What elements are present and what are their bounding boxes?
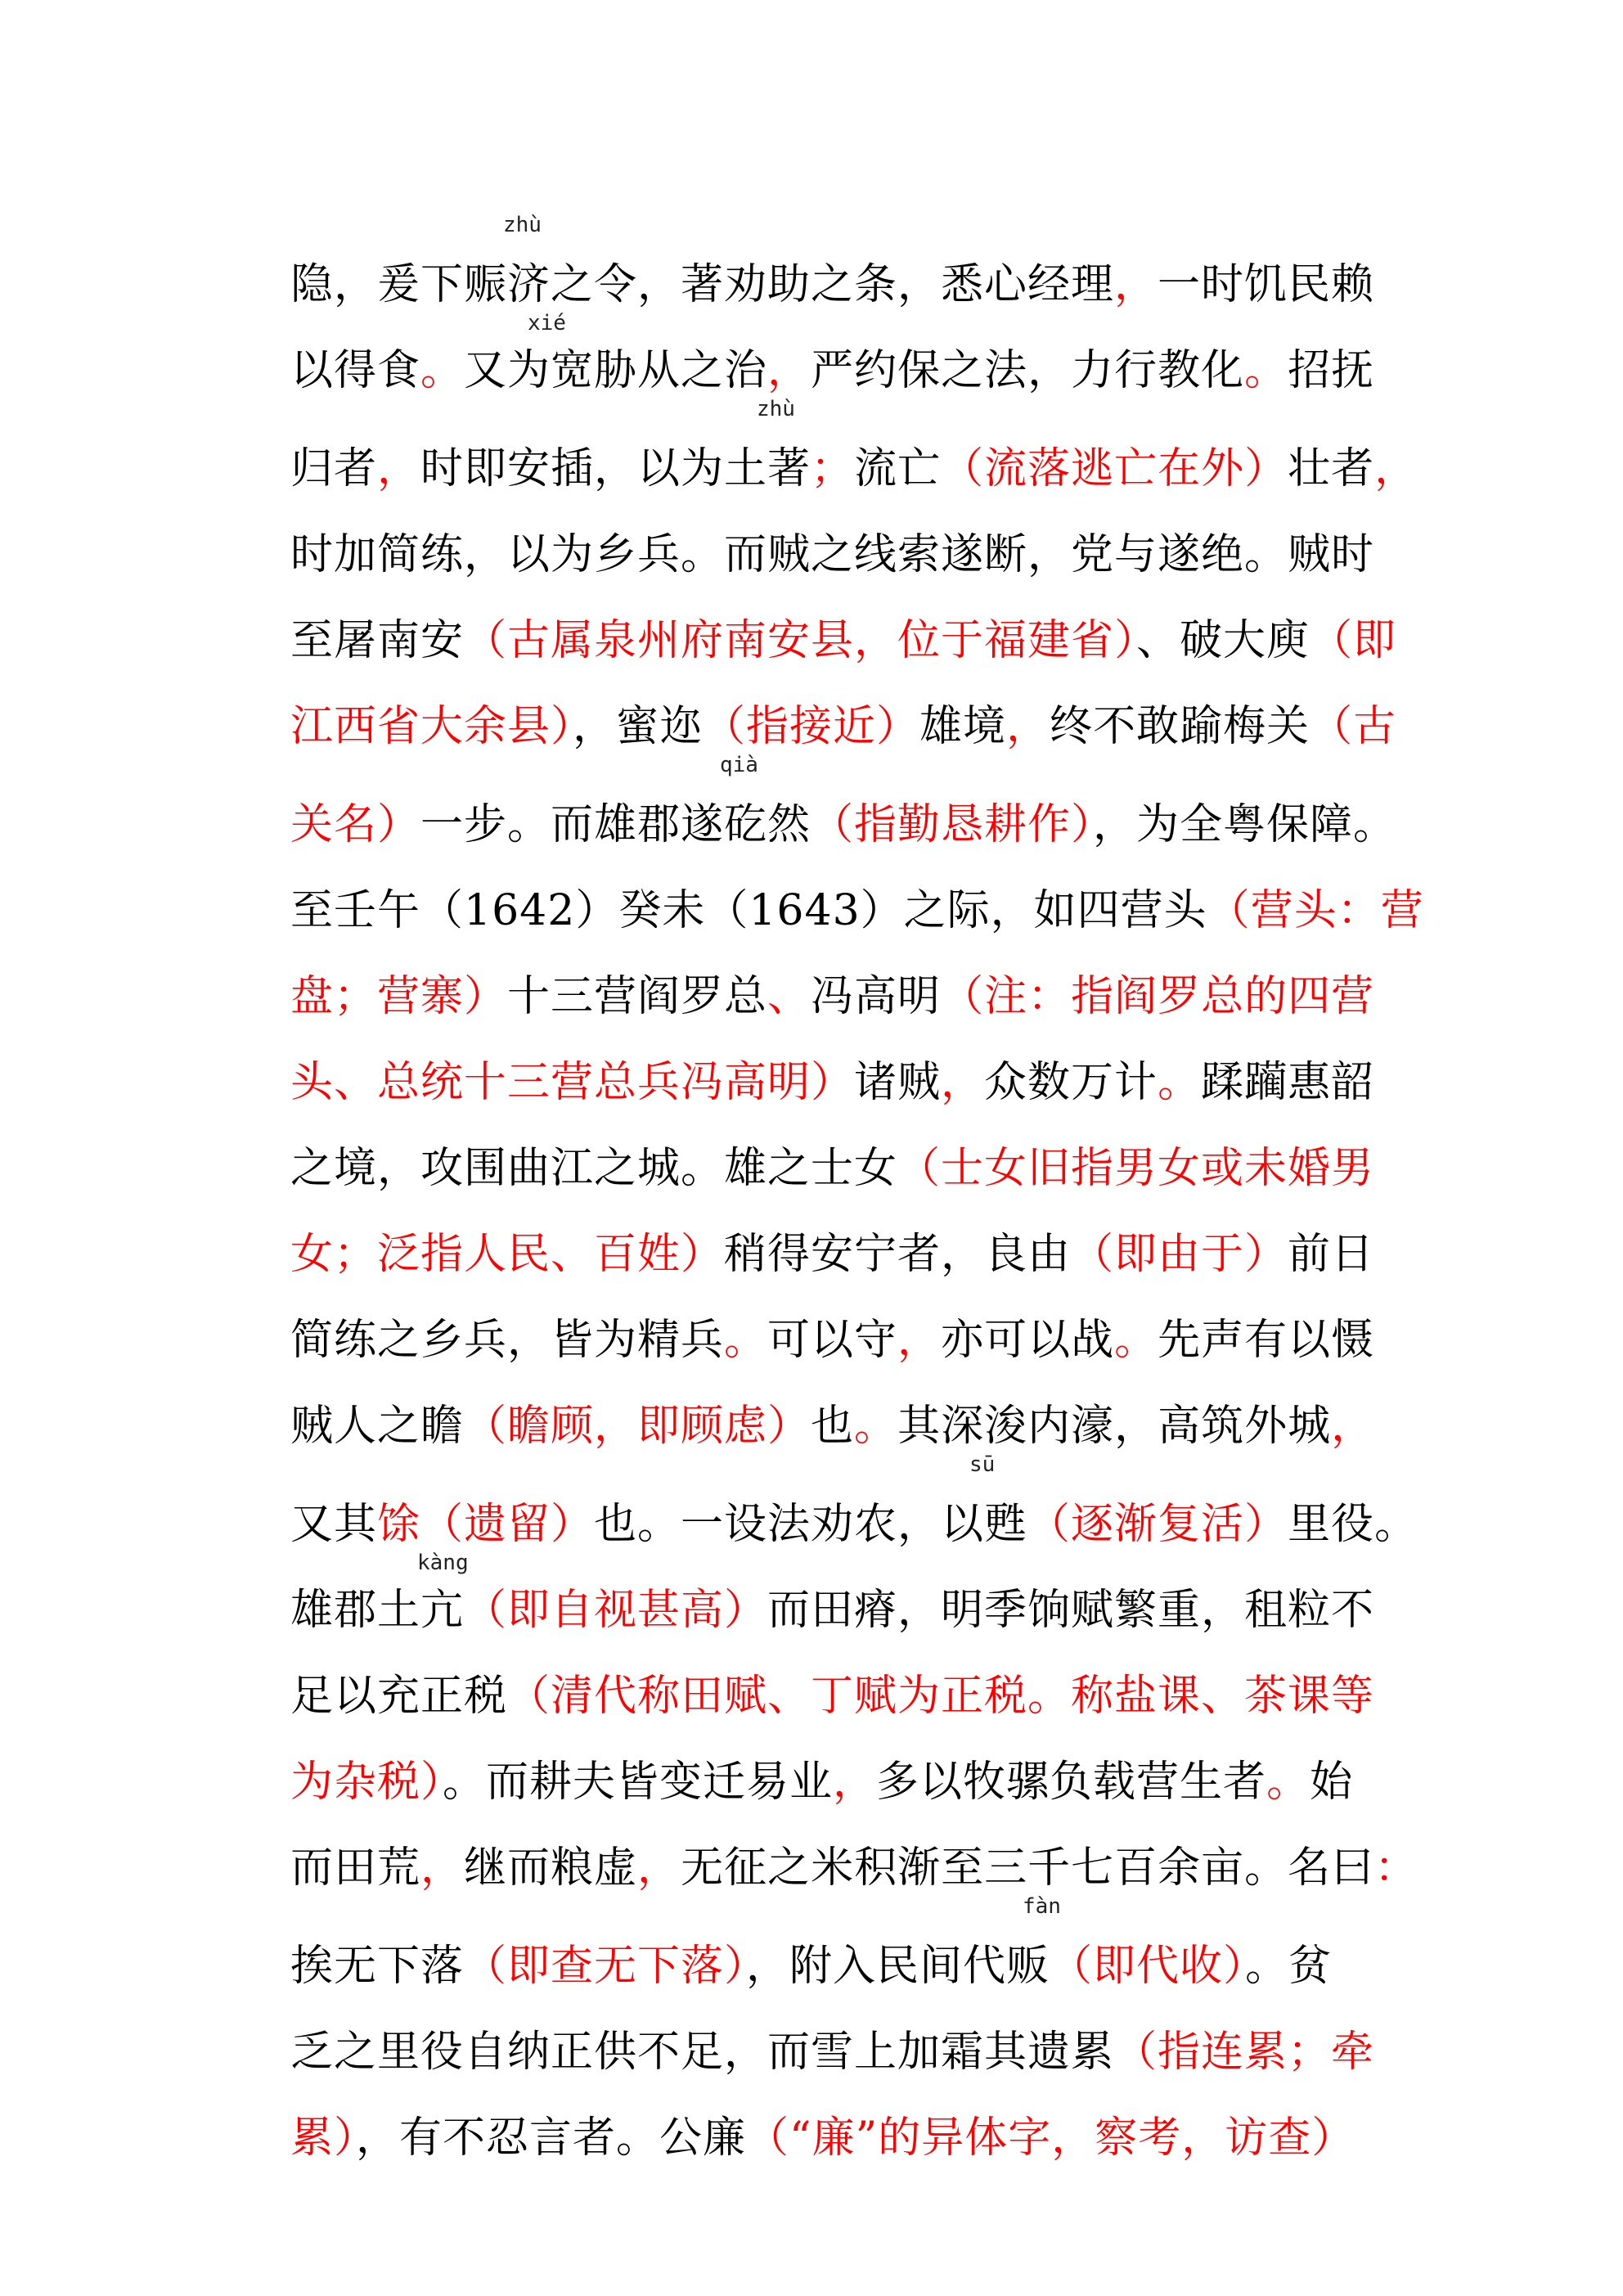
- annotation-text: ，: [1114, 260, 1158, 309]
- text-line: [290, 667, 1397, 753]
- body-text: ，有不忍言者。公廉: [356, 2114, 747, 2163]
- body-text: 。而耕夫皆变迁易业: [443, 1758, 834, 1807]
- line-text: [290, 1670, 1374, 1722]
- body-text: 。贫: [1245, 1942, 1333, 1991]
- body-text: ，附入民间代贩: [746, 1942, 1050, 1991]
- body-text: 也。一设法劝农，以甦: [594, 1500, 1028, 1549]
- annotation-text: （瞻顾，即顾虑）: [464, 1402, 812, 1451]
- body-text: 时加简练，以为乡兵。而贼之线索遂断，党与遂绝。贼时: [290, 530, 1375, 579]
- text-line: [290, 1366, 1378, 1452]
- line-text: [290, 2112, 1355, 2164]
- pinyin-annotation: sū: [969, 1452, 996, 1477]
- annotation-text: （古属泉州府南安县，位于福建省）: [464, 616, 1137, 665]
- body-text: 隐，爰下赈济之令，著劝助之条，悉心经理: [290, 260, 1115, 309]
- annotation-text: （士女旧指男女或未婚男: [897, 1144, 1375, 1193]
- body-text: 时即安插，以为土著: [420, 444, 812, 493]
- text-line: [290, 1636, 1378, 1722]
- pinyin-annotation: kàng: [417, 1551, 469, 1575]
- annotation-text: 馀（遗留）: [377, 1500, 595, 1549]
- body-text: 简练之乡兵，皆为精兵: [290, 1316, 725, 1365]
- pinyin-annotation: fàn: [1023, 1894, 1061, 1919]
- annotation-text: 。: [1266, 1758, 1311, 1807]
- body-text: 始: [1310, 1758, 1354, 1807]
- annotation-text: 为杂税）: [290, 1758, 443, 1807]
- line-text: [290, 615, 1396, 667]
- line-text: [290, 1940, 1332, 1992]
- annotation-text: ；: [811, 444, 855, 493]
- body-text: 、破大庾: [1136, 616, 1311, 665]
- annotation-text: （即自视甚高）: [464, 1586, 768, 1635]
- text-line: [290, 1195, 1378, 1281]
- annotation-text: 累）: [290, 2114, 357, 2163]
- body-text: 而田荒: [290, 1844, 421, 1893]
- annotation-text: ，: [897, 1316, 942, 1365]
- body-text: 之境，攻围曲江之城。雄之士女: [290, 1144, 898, 1193]
- annotation-text: （即由于）: [1071, 1230, 1288, 1279]
- text-line: [290, 1722, 1378, 1808]
- body-text: 归者: [290, 444, 378, 493]
- body-text: 稍得安宁者，良由: [724, 1230, 1072, 1279]
- body-text: 雄郡土亢: [290, 1586, 465, 1635]
- annotation-text: ，: [941, 1058, 985, 1107]
- text-line: [290, 937, 1378, 1023]
- body-text: 无征之米积渐至三千七百余亩。名曰: [681, 1844, 1375, 1893]
- body-text: 十三营阎罗总: [507, 972, 768, 1021]
- body-text: 又为宽胁从之治: [464, 346, 768, 395]
- line-text: [290, 443, 1418, 495]
- body-text: 其深浚内濠，高筑外城: [897, 1402, 1332, 1451]
- body-text: 严约保之法，力行教化: [811, 346, 1245, 395]
- annotation-text: ，: [1006, 702, 1050, 751]
- annotation-text: ，: [420, 1844, 465, 1893]
- body-text: 众数万计: [984, 1058, 1158, 1107]
- body-text: 以得食: [290, 346, 421, 395]
- annotation-text: 盘；营寨）: [290, 972, 508, 1021]
- annotation-text: ，: [833, 1758, 877, 1807]
- annotation-text: ：: [1374, 1844, 1418, 1893]
- body-text: 里役。: [1288, 1500, 1418, 1549]
- annotation-text: 关名）: [290, 800, 421, 849]
- annotation-text: ，: [377, 444, 421, 493]
- text-body: [290, 213, 1424, 2164]
- annotation-text: 头、总统十三营总兵冯高明）: [290, 1058, 855, 1107]
- body-text: 多以牧骡负载营生者: [876, 1758, 1267, 1807]
- pinyin-annotation: zhù: [503, 213, 542, 237]
- body-text: 乏之里役自纳正供不足，而雪上加霜其遗累: [290, 2028, 1115, 2077]
- line-text: [290, 700, 1396, 753]
- body-text: 贼人之瞻: [290, 1402, 465, 1451]
- annotation-text: ，: [637, 1844, 681, 1893]
- body-text: ，为全粤保障。: [1093, 800, 1397, 849]
- body-text: 至屠南安: [290, 616, 465, 665]
- annotation-text: 、: [767, 972, 812, 1021]
- line-text: [290, 885, 1424, 937]
- text-line: [290, 1452, 1418, 1551]
- line-text: [290, 1842, 1418, 1894]
- annotation-text: （指连累；牵: [1114, 2028, 1375, 2077]
- line-text: [290, 259, 1374, 311]
- annotation-text: （即: [1310, 616, 1397, 665]
- line-text: [290, 344, 1374, 397]
- annotation-text: （古: [1310, 702, 1397, 751]
- annotation-text: （指接近）: [703, 702, 920, 751]
- annotation-text: （“廉”的异体字，察考，访查）: [746, 2114, 1355, 2163]
- text-line: [290, 1808, 1418, 1894]
- line-text: [290, 1400, 1374, 1452]
- text-line: [290, 1281, 1378, 1366]
- body-text: 亦可以战: [941, 1316, 1115, 1365]
- pinyin-annotation: qià: [720, 753, 758, 777]
- line-text: [290, 1056, 1374, 1109]
- body-text: ，蜜迩: [573, 702, 704, 751]
- text-line: [290, 753, 1397, 851]
- body-text: 一步。而雄郡遂矻然: [420, 800, 812, 849]
- annotation-text: （营头：营: [1207, 886, 1424, 935]
- body-text: 也: [811, 1402, 855, 1451]
- body-text: 足以充正税: [290, 1672, 508, 1721]
- text-line: [290, 213, 1378, 311]
- body-text: 蹂躏惠韶: [1201, 1058, 1375, 1107]
- body-text: 可以守: [767, 1316, 898, 1365]
- body-text: 又其: [290, 1500, 378, 1549]
- annotation-text: （流落逃亡在外）: [941, 444, 1288, 493]
- annotation-text: 江西省大余县）: [290, 702, 573, 751]
- body-text: 一时饥民赖: [1158, 260, 1375, 309]
- body-text: 诸贼: [854, 1058, 942, 1107]
- body-text: 终不敢踰梅关: [1050, 702, 1311, 751]
- line-text: [290, 529, 1374, 581]
- body-text: 前日: [1288, 1230, 1375, 1279]
- line-text: [290, 799, 1396, 851]
- line-text: [290, 1142, 1374, 1195]
- line-text: [290, 1228, 1374, 1281]
- annotation-text: 。: [1244, 346, 1288, 395]
- text-line: [290, 1551, 1378, 1636]
- annotation-text: （即查无下落）: [464, 1942, 747, 1991]
- annotation-text: （逐渐复活）: [1027, 1500, 1288, 1549]
- annotation-text: 。: [1158, 1058, 1202, 1107]
- body-text: 壮者: [1288, 444, 1375, 493]
- annotation-text: ，: [1374, 444, 1418, 493]
- annotation-text: ，: [767, 346, 812, 395]
- annotation-text: （注：指阎罗总的四营: [941, 972, 1375, 1021]
- body-text: 雄境: [919, 702, 1007, 751]
- pinyin-annotation: zhù: [757, 397, 795, 421]
- annotation-text: 女；泛指人民、百姓）: [290, 1230, 725, 1279]
- line-text: [290, 2026, 1374, 2078]
- body-text: 挨无下落: [290, 1942, 465, 1991]
- annotation-text: 。: [420, 346, 465, 395]
- text-line: [290, 851, 1424, 937]
- text-line: [290, 1992, 1378, 2078]
- body-text: 继而粮虚: [464, 1844, 638, 1893]
- pinyin-annotation: xié: [528, 311, 566, 335]
- body-text: 至壬午（1642）癸未（1643）之际，如四营头: [290, 886, 1207, 935]
- annotation-text: 。: [1114, 1316, 1158, 1365]
- body-text: 先声有以慑: [1158, 1316, 1375, 1365]
- line-text: [290, 970, 1374, 1023]
- body-text: 流亡: [854, 444, 942, 493]
- annotation-text: 。: [854, 1402, 898, 1451]
- body-text: 冯高明: [811, 972, 942, 1021]
- annotation-text: ，: [1331, 1402, 1375, 1451]
- body-text: 招抚: [1288, 346, 1375, 395]
- text-line: [290, 495, 1378, 581]
- text-line: [290, 1023, 1378, 1109]
- annotation-text: 。: [724, 1316, 768, 1365]
- text-line: [290, 1894, 1378, 1992]
- line-text: [290, 1498, 1418, 1551]
- text-line: [290, 311, 1378, 397]
- annotation-text: （清代称田赋、丁赋为正税。称盐课、茶课等: [507, 1672, 1375, 1721]
- body-text: 而田瘠，明季饷赋繁重，租粒不: [767, 1586, 1375, 1635]
- text-line: [290, 1109, 1378, 1195]
- line-text: [290, 1756, 1353, 1808]
- text-line: [290, 581, 1397, 667]
- text-line: [290, 397, 1418, 495]
- text-line: [290, 2078, 1378, 2164]
- annotation-text: （即代收）: [1050, 1942, 1246, 1991]
- line-text: [290, 1584, 1374, 1636]
- annotation-text: （指勤恳耕作）: [811, 800, 1094, 849]
- line-text: [290, 1314, 1374, 1366]
